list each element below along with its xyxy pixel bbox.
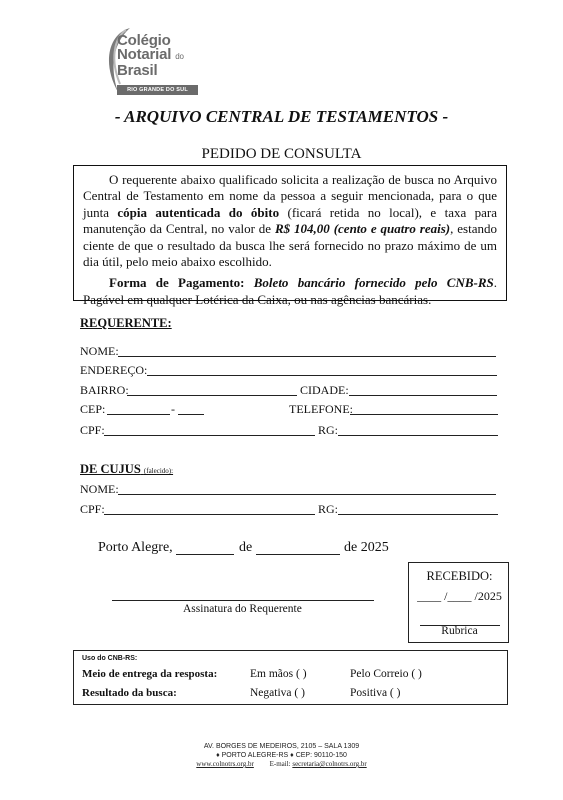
- uso-cnb-box: [73, 650, 508, 705]
- payment-label: Forma de Pagamento:: [109, 275, 245, 291]
- requerente-nome-label: NOME:: [80, 344, 119, 358]
- de-cujus-heading: DE CUJUS (falecido):: [80, 462, 174, 476]
- requerente-bairro-field[interactable]: [127, 395, 297, 396]
- de-cujus-rg-field[interactable]: [338, 514, 498, 515]
- logo-line-2-small: do: [175, 52, 184, 61]
- requerente-telefone-field[interactable]: [350, 414, 498, 415]
- requerente-cep-label: CEP:: [80, 402, 106, 416]
- intro-bold-obito: cópia autenticada do óbito: [117, 204, 280, 220]
- date-de-1: de: [239, 540, 253, 555]
- footer: [0, 743, 563, 769]
- requerente-endereco-label: ENDEREÇO:: [80, 363, 148, 377]
- requerente-cep-dash: -: [171, 402, 175, 416]
- signature-label: Assinatura do Requerente: [183, 603, 302, 615]
- logo-band: RIO GRANDE DO SUL: [117, 85, 198, 95]
- de-cujus-nome-field[interactable]: [118, 494, 496, 495]
- entrega-correio-checkbox[interactable]: Pelo Correio ( ): [350, 668, 422, 680]
- entrega-label: Meio de entrega da resposta:: [82, 668, 218, 680]
- logo-line-2: Notarial: [117, 46, 172, 63]
- de-cujus-rg-label: RG:: [318, 502, 339, 516]
- recebido-date[interactable]: ____ /____ /2025: [417, 589, 502, 603]
- requerente-heading: REQUERENTE:: [80, 316, 172, 330]
- date-de-year: de 2025: [344, 540, 389, 555]
- uso-title: Uso do CNB-RS:: [82, 655, 138, 662]
- requerente-cpf-label: CPF:: [80, 423, 105, 437]
- requerente-endereco-field[interactable]: [147, 375, 497, 376]
- logo-line-1: Colégio: [117, 32, 171, 49]
- recebido-box: [408, 562, 509, 643]
- recebido-label: RECEBIDO:: [426, 569, 493, 583]
- footer-email-label: E-mail:: [269, 760, 293, 768]
- resultado-positiva-checkbox[interactable]: Positiva ( ): [350, 687, 401, 699]
- de-cujus-heading-small: (falecido):: [143, 467, 174, 475]
- requerente-telefone-label: TELEFONE:: [289, 402, 353, 416]
- de-cujus-cpf-label: CPF:: [80, 502, 105, 516]
- entrega-em-maos-checkbox[interactable]: Em mãos ( ): [250, 668, 307, 680]
- requerente-cidade-label: CIDADE:: [300, 383, 349, 397]
- payment-method: Boleto bancário fornecido pelo CNB-RS: [253, 275, 494, 291]
- logo-line-3: Brasil: [117, 62, 158, 79]
- de-cujus-nome-label: NOME:: [80, 482, 119, 496]
- date-day-field[interactable]: [176, 554, 234, 555]
- intro-box: [73, 165, 507, 307]
- requerente-rg-label: RG:: [318, 423, 339, 437]
- footer-address: AV. BORGES DE MEDEIROS, 2105 – SALA 1309: [203, 743, 360, 750]
- rubrica-label: Rubrica: [441, 625, 478, 637]
- requerente-cidade-field[interactable]: [349, 395, 497, 396]
- de-cujus-cpf-field[interactable]: [104, 514, 315, 515]
- intro-price: R$ 104,00 (cento e quatro reais): [274, 221, 451, 237]
- requerente-nome-field[interactable]: [118, 356, 496, 357]
- intro-paragraph-1: O requerente abaixo qualificado solicita a realização de busca no Arquivo Central de Testamento em nome da pessoa a seguir mencionada, para o que junta cópia autenticada do óbito (ficará retida no local), e taxa para manutenção da Central, no valor de R$ 104,00 (cento e quatro reais), estando ciente de que o resultado da busca lhe será fornecido no prazo máximo de um dia útil, pelo meio abaixo escolhido.: [83, 172, 497, 270]
- footer-email-link[interactable]: secretaria@colnotrs.org.br: [292, 760, 367, 768]
- document-subtitle: PEDIDO DE CONSULTA: [201, 146, 362, 162]
- city-label: Porto Alegre,: [98, 540, 173, 555]
- footer-city-cep: ♦ PORTO ALEGRE-RS ♦ CEP: 90110-150: [216, 751, 347, 759]
- colegio-notarial-logo: [100, 24, 200, 100]
- requerente-cep-field-1[interactable]: [107, 414, 170, 415]
- intro-paragraph-2: Forma de Pagamento: Boleto bancário fornecido pelo CNB-RS. Pagável em qualquer Lotérica da Caixa, ou nas agências bancárias.: [83, 275, 498, 307]
- document-title: - ARQUIVO CENTRAL DE TESTAMENTOS -: [114, 107, 449, 126]
- footer-website-link[interactable]: www.colnotrs.org.br: [196, 760, 254, 768]
- signature-line[interactable]: [112, 600, 374, 601]
- resultado-label: Resultado da busca:: [82, 687, 177, 699]
- date-month-field[interactable]: [256, 554, 340, 555]
- requerente-bairro-label: BAIRRO:: [80, 383, 129, 397]
- requerente-cpf-field[interactable]: [104, 435, 315, 436]
- resultado-negativa-checkbox[interactable]: Negativa ( ): [250, 687, 305, 699]
- requerente-rg-field[interactable]: [338, 435, 498, 436]
- requerente-cep-field-2[interactable]: [178, 414, 204, 415]
